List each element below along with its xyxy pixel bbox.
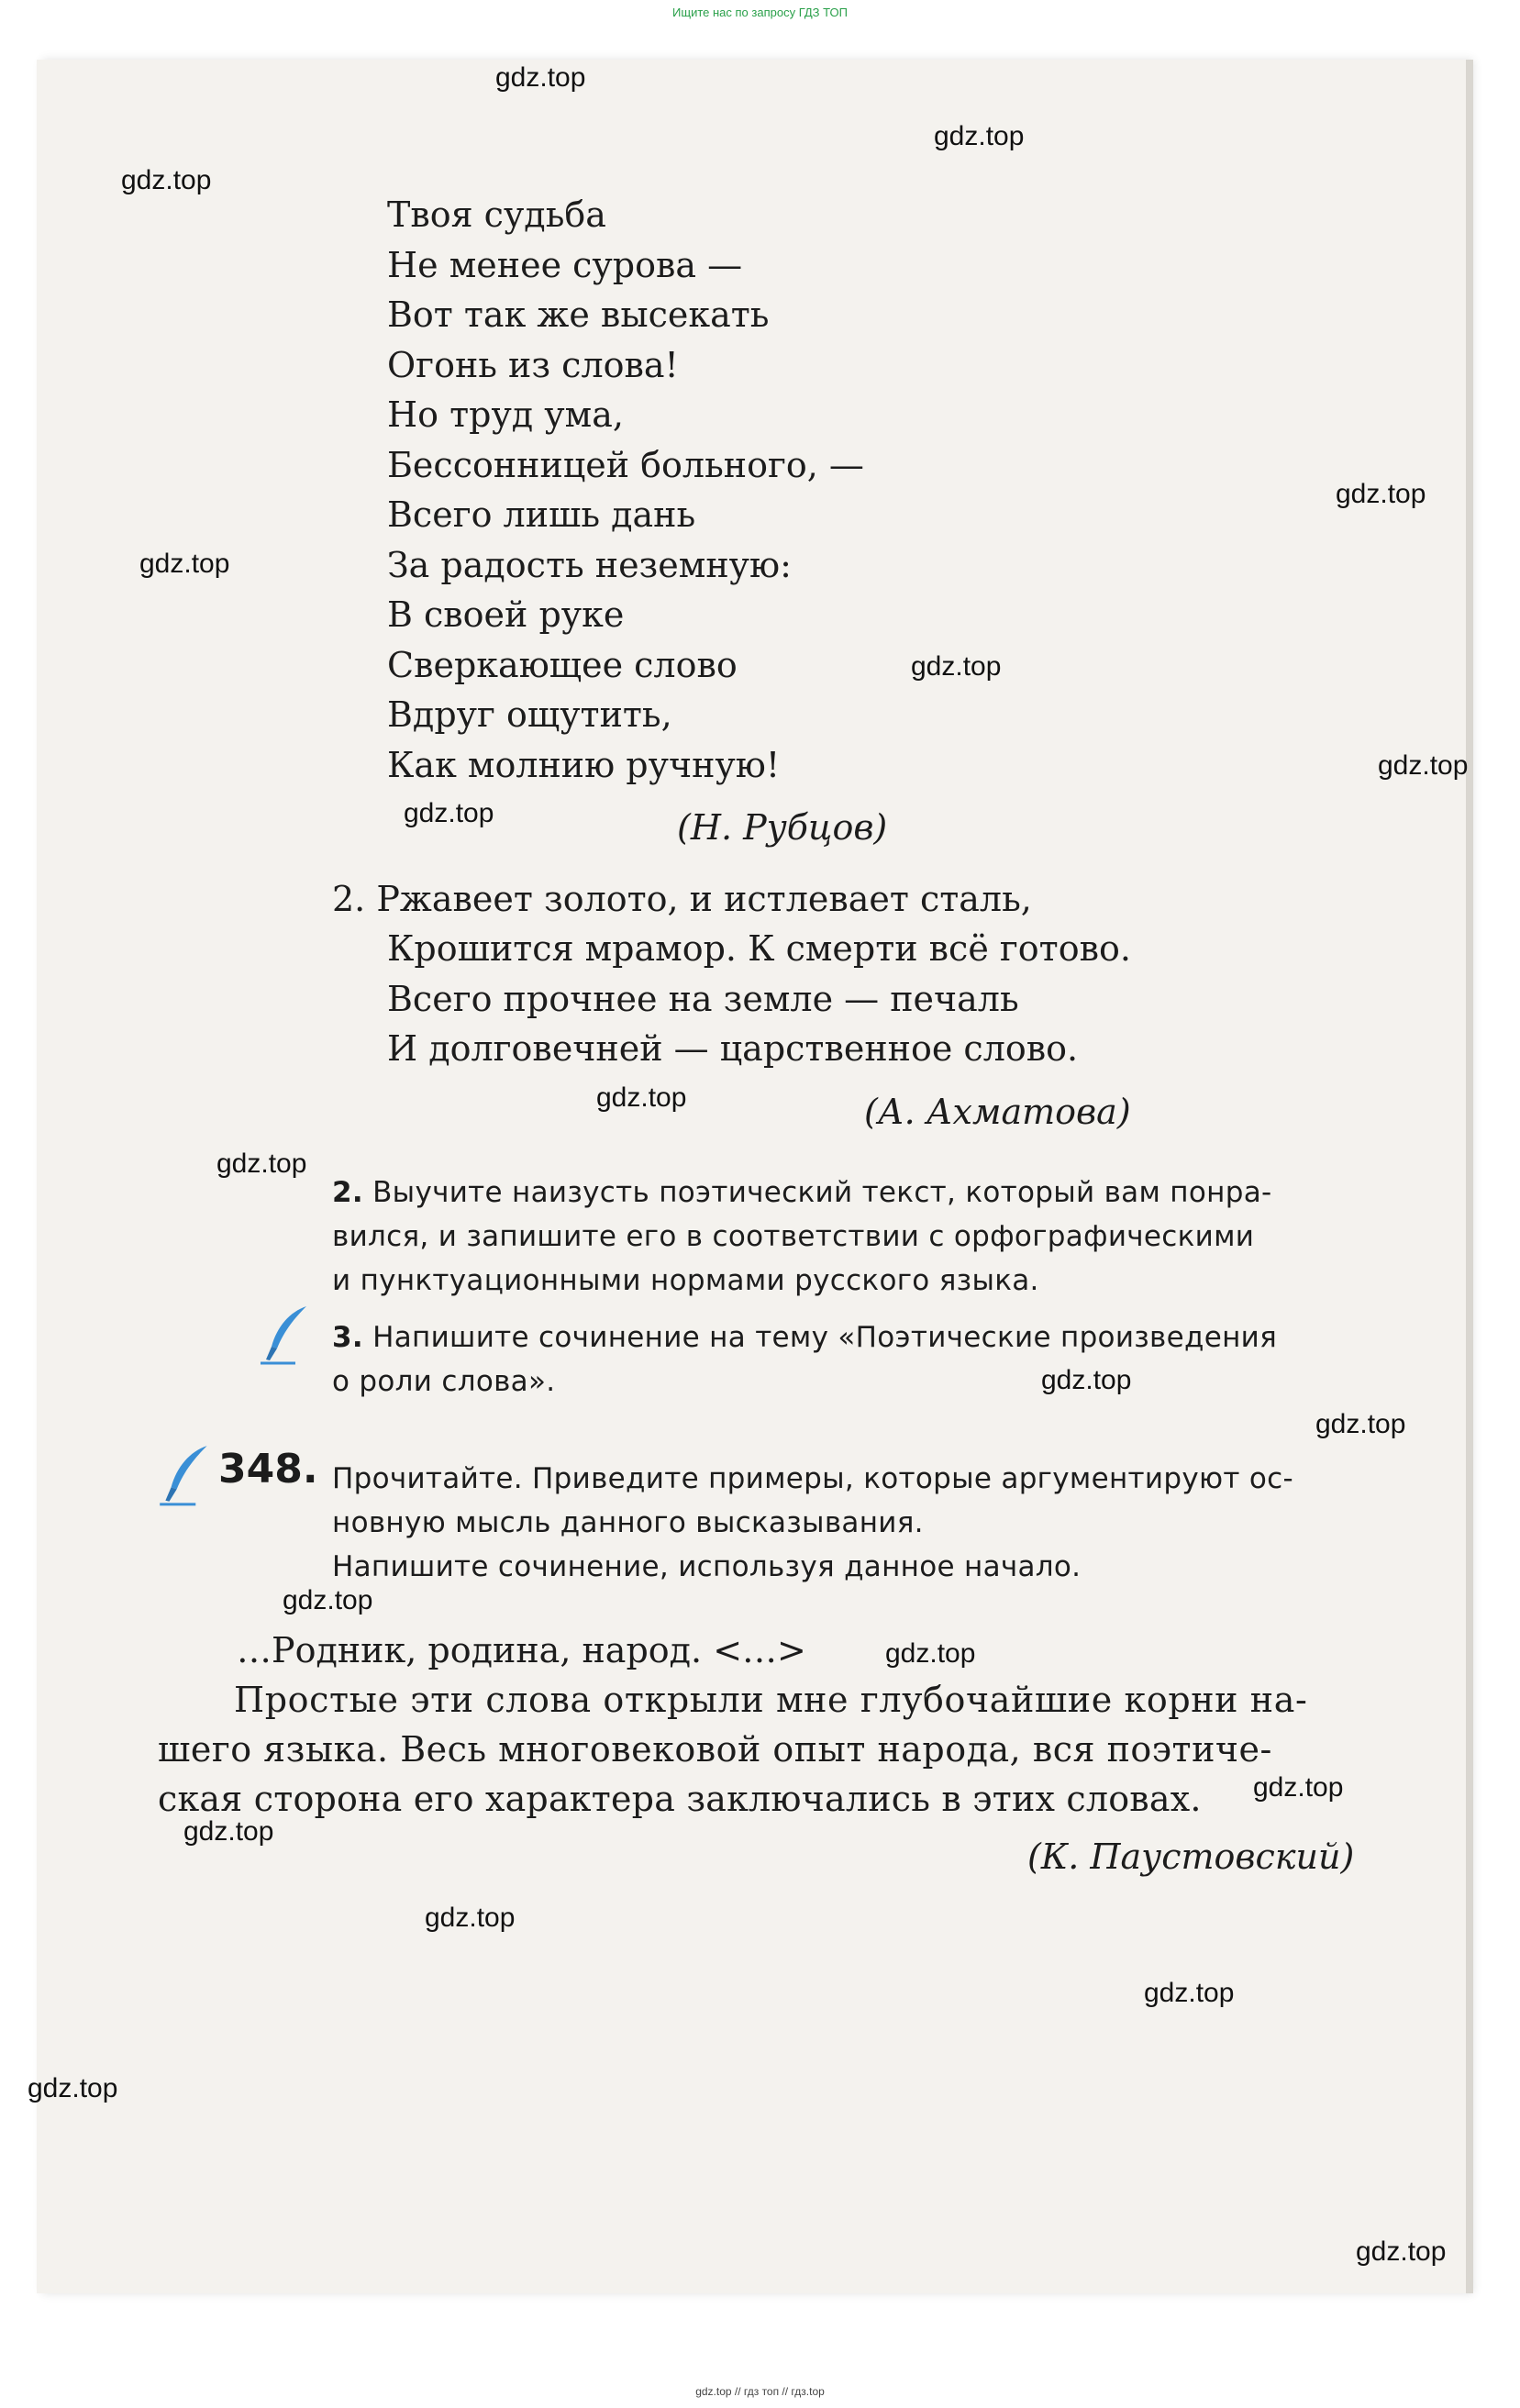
watermark: gdz.top bbox=[121, 165, 212, 195]
page-edge bbox=[1466, 60, 1473, 2293]
poem-line: Бессонницей больного, — bbox=[387, 445, 864, 485]
poem-line: И долговечней — царственное слово. bbox=[387, 1028, 1079, 1069]
watermark: gdz.top bbox=[1315, 1409, 1406, 1439]
quote-line: Простые эти слова открыли мне глубочайшие корни на- bbox=[234, 1680, 1308, 1720]
task-text: Напишите сочинение на тему «Поэтические произведения bbox=[372, 1321, 1278, 1354]
watermark: gdz.top bbox=[1041, 1365, 1132, 1395]
quote-line: ская сторона его характера заключались в этих словах. bbox=[158, 1779, 1202, 1819]
task-number: 2. bbox=[332, 1176, 363, 1209]
poem-author: (А. Ахматова) bbox=[864, 1092, 1131, 1132]
task-line: и пунктуационными нормами русского языка. bbox=[332, 1264, 1039, 1297]
watermark: gdz.top bbox=[495, 62, 586, 93]
watermark: gdz.top bbox=[28, 2073, 118, 2103]
watermark: gdz.top bbox=[404, 798, 494, 828]
watermark: gdz.top bbox=[283, 1585, 373, 1615]
task-line: новную мысль данного высказывания. bbox=[332, 1506, 924, 1539]
watermark: gdz.top bbox=[911, 651, 1002, 682]
poem-author: (Н. Рубцов) bbox=[677, 807, 888, 848]
watermark: gdz.top bbox=[216, 1149, 307, 1179]
watermark: gdz.top bbox=[1144, 1978, 1235, 2008]
task-line bbox=[332, 1315, 1277, 1359]
header-link[interactable]: Ищите нас по запросу ГДЗ ТОП bbox=[672, 6, 848, 19]
task-line: вился, и запишите его в соответствии с орфографическими bbox=[332, 1220, 1255, 1253]
poem-line: Не менее сурова — bbox=[387, 245, 743, 285]
poem-line: Сверкающее слово bbox=[387, 645, 738, 685]
poem-line: 2. Ржавеет золото, и истлевает сталь, bbox=[332, 879, 1032, 919]
quote-line: шего языка. Весь многовековой опыт народа, вся поэтиче- bbox=[158, 1729, 1272, 1770]
poem-line: Как молнию ручную! bbox=[387, 745, 781, 785]
poem-line: Крошится мрамор. К смерти всё готово. bbox=[387, 928, 1131, 969]
task-line: Напишите сочинение, используя данное начало. bbox=[332, 1550, 1082, 1583]
exercise-number: 348. bbox=[218, 1446, 318, 1493]
poem-line: Вдруг ощутить, bbox=[387, 694, 672, 735]
task-line: о роли слова». bbox=[332, 1365, 556, 1398]
footer-link[interactable]: gdz.top // гдз топ // гдз.top bbox=[695, 2385, 825, 2398]
watermark: gdz.top bbox=[425, 1903, 516, 1933]
task-line bbox=[332, 1171, 1271, 1215]
watermark: gdz.top bbox=[1336, 479, 1426, 509]
watermark: gdz.top bbox=[139, 549, 230, 579]
poem-line: Но труд ума, bbox=[387, 394, 624, 435]
watermark: gdz.top bbox=[934, 121, 1025, 151]
poem-line: Вот так же высекать bbox=[387, 294, 770, 335]
poem-line: За радость неземную: bbox=[387, 545, 792, 585]
task-text: Выучите наизусть поэтический текст, который вам понра- bbox=[372, 1176, 1272, 1209]
quote-line: …Родник, родина, народ. <…> bbox=[237, 1630, 806, 1670]
quill-icon bbox=[259, 1303, 314, 1367]
poem-line: Всего лишь дань bbox=[387, 494, 696, 535]
watermark: gdz.top bbox=[1356, 2236, 1447, 2267]
task-line: Прочитайте. Приведите примеры, которые аргументируют ос- bbox=[332, 1462, 1293, 1495]
poem-line: В своей руке bbox=[387, 594, 625, 635]
quill-icon bbox=[158, 1442, 215, 1508]
watermark: gdz.top bbox=[885, 1638, 976, 1669]
poem-line: Твоя судьба bbox=[387, 194, 606, 235]
poem-line: Всего прочнее на земле — печаль bbox=[387, 979, 1019, 1019]
watermark: gdz.top bbox=[596, 1082, 687, 1113]
watermark: gdz.top bbox=[1378, 750, 1469, 781]
quote-author: (К. Паустовский) bbox=[1027, 1837, 1355, 1877]
poem-line: Огонь из слова! bbox=[387, 345, 679, 385]
task-number: 3. bbox=[332, 1321, 363, 1354]
watermark: gdz.top bbox=[183, 1816, 274, 1847]
watermark: gdz.top bbox=[1253, 1772, 1344, 1803]
